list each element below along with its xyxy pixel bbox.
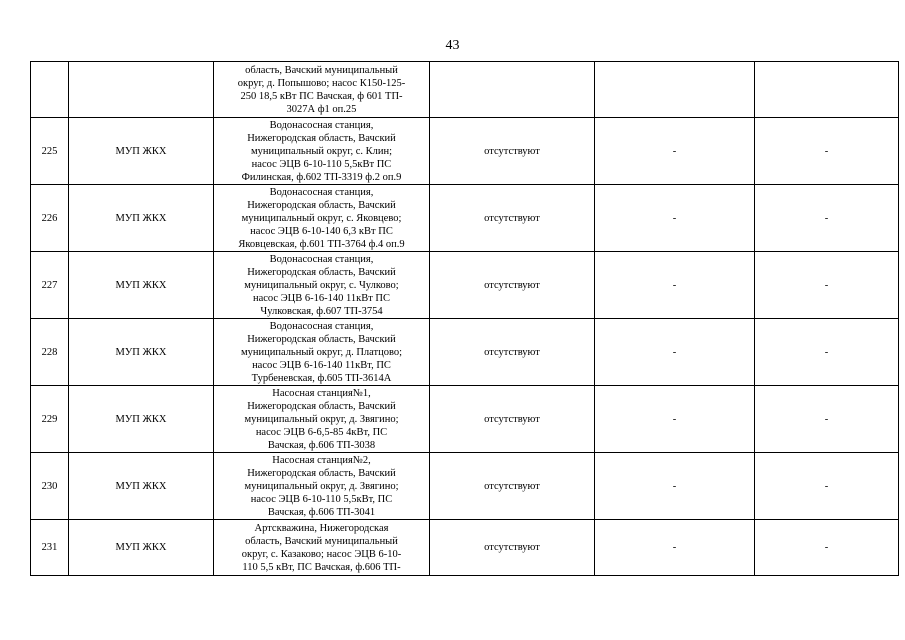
col5-cell: - bbox=[595, 386, 755, 453]
col5-cell bbox=[595, 62, 755, 118]
description-cell: Артскважина, Нижегородская область, Вачский муниципальный округ, с. Казаково; насос ЭЦВ 6-10- 110 5,5 кВт, ПС Вачская, ф.606 ТП- bbox=[214, 520, 430, 576]
status-cell: отсутствуют bbox=[430, 319, 595, 386]
description-cell: Водонасосная станция, Нижегородская область, Вачский муниципальный округ, с. Яковцево; насос ЭЦВ 6-10-140 6,3 кВт ПС Яковцевская, ф.601 ТП-3764 ф.4 оп.9 bbox=[214, 185, 430, 252]
col5-cell: - bbox=[595, 319, 755, 386]
col6-cell: - bbox=[755, 118, 899, 185]
organization-cell: МУП ЖКХ bbox=[69, 118, 214, 185]
col5-cell: - bbox=[595, 185, 755, 252]
organization-cell: МУП ЖКХ bbox=[69, 386, 214, 453]
status-cell bbox=[430, 62, 595, 118]
table-row bbox=[31, 252, 899, 319]
status-cell: отсутствуют bbox=[430, 453, 595, 520]
col5-cell: - bbox=[595, 252, 755, 319]
description-cell: Водонасосная станция, Нижегородская область, Вачский муниципальный округ, д. Платцово; насос ЭЦВ 6-16-140 11кВт, ПС Турбеневская, ф.605 ТП-3614А bbox=[214, 319, 430, 386]
row-number-cell: 228 bbox=[31, 319, 69, 386]
organization-cell: МУП ЖКХ bbox=[69, 252, 214, 319]
organization-cell: МУП ЖКХ bbox=[69, 185, 214, 252]
col5-cell: - bbox=[595, 118, 755, 185]
row-number-cell: 227 bbox=[31, 252, 69, 319]
row-number-cell: 231 bbox=[31, 520, 69, 576]
status-cell: отсутствуют bbox=[430, 386, 595, 453]
col6-cell: - bbox=[755, 185, 899, 252]
col5-cell: - bbox=[595, 520, 755, 576]
status-cell: отсутствуют bbox=[430, 252, 595, 319]
table-row bbox=[31, 62, 899, 118]
table-row bbox=[31, 520, 899, 576]
status-cell: отсутствуют bbox=[430, 520, 595, 576]
row-number-cell bbox=[31, 62, 69, 118]
table-row bbox=[31, 185, 899, 252]
organization-cell bbox=[69, 62, 214, 118]
row-number-cell: 229 bbox=[31, 386, 69, 453]
table-row bbox=[31, 386, 899, 453]
col5-cell: - bbox=[595, 453, 755, 520]
col6-cell: - bbox=[755, 453, 899, 520]
data-table bbox=[30, 61, 899, 576]
table-row bbox=[31, 453, 899, 520]
description-cell: Насосная станция№1, Нижегородская область, Вачский муниципальный округ, д. Звягино; насос ЭЦВ 6-6,5-85 4кВт, ПС Вачская, ф.606 ТП-3038 bbox=[214, 386, 430, 453]
description-cell: область, Вачский муниципальный округ, д. Попышово; насос К150-125- 250 18,5 кВт ПС Вачская, ф 601 ТП- 3027А ф1 оп.25 bbox=[214, 62, 430, 118]
status-cell: отсутствуют bbox=[430, 185, 595, 252]
organization-cell: МУП ЖКХ bbox=[69, 520, 214, 576]
col6-cell: - bbox=[755, 386, 899, 453]
page-number: 43 bbox=[445, 38, 460, 53]
row-number-cell: 230 bbox=[31, 453, 69, 520]
table-row bbox=[31, 319, 899, 386]
table-row bbox=[31, 118, 899, 185]
organization-cell: МУП ЖКХ bbox=[69, 453, 214, 520]
description-cell: Водонасосная станция, Нижегородская область, Вачский муниципальный округ, с. Клин; насос ЭЦВ 6-10-110 5,5кВт ПС Филинская, ф.602 ТП-3319 ф.2 оп.9 bbox=[214, 118, 430, 185]
status-cell: отсутствуют bbox=[430, 118, 595, 185]
col6-cell: - bbox=[755, 520, 899, 576]
col6-cell: - bbox=[755, 319, 899, 386]
col6-cell bbox=[755, 62, 899, 118]
description-cell: Водонасосная станция, Нижегородская область, Вачский муниципальный округ, с. Чулково; насос ЭЦВ 6-16-140 11кВт ПС Чулковская, ф.607 ТП-3754 bbox=[214, 252, 430, 319]
row-number-cell: 226 bbox=[31, 185, 69, 252]
col6-cell: - bbox=[755, 252, 899, 319]
description-cell: Насосная станция№2, Нижегородская область, Вачский муниципальный округ, д. Звягино; насос ЭЦВ 6-10-110 5,5кВт, ПС Вачская, ф.606 ТП-3041 bbox=[214, 453, 430, 520]
organization-cell: МУП ЖКХ bbox=[69, 319, 214, 386]
row-number-cell: 225 bbox=[31, 118, 69, 185]
